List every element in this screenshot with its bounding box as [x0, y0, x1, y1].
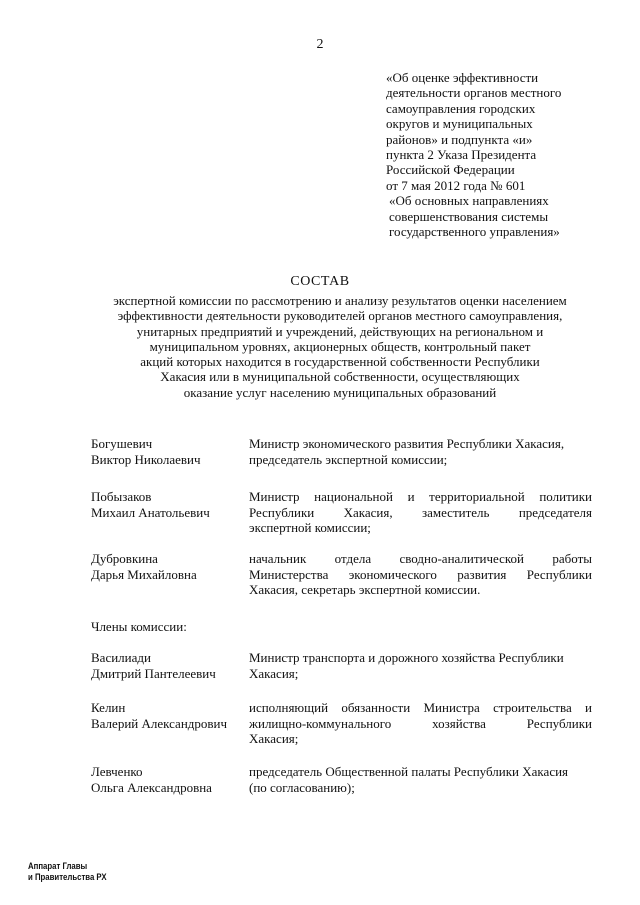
- basis-line: государственного управления»: [389, 224, 560, 240]
- stamp-line: и Правительства РХ: [28, 872, 107, 883]
- member-surname: Левченко: [91, 764, 143, 779]
- member-given-name: Виктор Николаевич: [91, 451, 201, 467]
- role-line: Министерства экономического развития Республики: [249, 566, 592, 582]
- role-line: экспертной комиссии;: [249, 520, 371, 536]
- subheading-line: унитарных предприятий и учреждений, действующих на региональном и: [136, 323, 544, 339]
- member-surname: Побызаков: [91, 489, 152, 504]
- page-number: 2: [316, 37, 324, 52]
- member-name: [91, 650, 251, 681]
- basis-line: районов» и подпункта «и»: [386, 131, 533, 147]
- member-surname: Дубровкина: [91, 551, 158, 566]
- subheading-line: оказание услуг населению муниципальных образований: [183, 384, 497, 400]
- member-surname: Келин: [91, 700, 126, 715]
- member-name: [91, 489, 251, 520]
- subheading-line: акций которых находится в государственной собственности Республики: [140, 354, 540, 370]
- member-given-name: Валерий Александрович: [91, 715, 228, 731]
- member-surname: Богушевич: [91, 436, 153, 451]
- member-surname: Василиади: [91, 650, 151, 665]
- member-name: [91, 551, 251, 582]
- member-name: [91, 436, 251, 467]
- role-line: Министр транспорта и дорожного хозяйства Республики: [249, 650, 564, 665]
- role-line: начальник отдела сводно-аналитической работы: [249, 551, 592, 566]
- basis-line: Российской Федерации: [386, 162, 515, 178]
- member-role: [249, 436, 592, 467]
- stamp-line: Аппарат Главы: [28, 861, 88, 872]
- basis-line: самоуправления городских: [386, 100, 536, 116]
- basis-line: «Об основных направлениях: [389, 193, 549, 209]
- role-line: (по согласованию);: [249, 779, 355, 795]
- role-line: Министр национальной и территориальной политики: [249, 489, 592, 504]
- member-role: [249, 551, 592, 598]
- member-given-name: Дмитрий Пантелеевич: [91, 665, 216, 681]
- member-role: [249, 764, 592, 795]
- role-line: исполняющий обязанности Министра строительства и: [249, 700, 592, 715]
- role-line: председатель Общественной палаты Республики Хакасия: [249, 764, 569, 779]
- role-line: председатель экспертной комиссии;: [249, 451, 448, 467]
- legal-basis-block: [386, 70, 636, 239]
- role-line: Министр экономического развития Республики Хакасия,: [249, 436, 565, 451]
- role-line: жилищно-коммунального хозяйства Республики: [249, 715, 592, 731]
- subheading-line: экспертной комиссии по рассмотрению и анализу результатов оценки населением: [113, 293, 567, 308]
- document-heading: СОСТАВ: [290, 274, 350, 289]
- subheading-line: эффективности деятельности руководителей органов местного самоуправления,: [117, 308, 563, 324]
- member-role: [249, 489, 592, 536]
- basis-line: деятельности органов местного: [386, 85, 562, 101]
- member-role: [249, 700, 592, 747]
- member-name: [91, 764, 251, 795]
- members-label: Члены комиссии:: [91, 619, 187, 634]
- member-role: [249, 650, 592, 681]
- role-line: Хакасия;: [249, 665, 299, 681]
- role-line: Республики Хакасия, заместитель председателя: [249, 504, 592, 520]
- office-stamp: [28, 861, 107, 883]
- basis-line: округов и муниципальных: [386, 116, 533, 132]
- basis-line: совершенствования системы: [389, 208, 549, 224]
- basis-line: пункта 2 Указа Президента: [386, 147, 537, 163]
- member-name: [91, 700, 251, 731]
- subheading-line: муниципальном уровнях, акционерных обществ, контрольный пакет: [149, 338, 531, 354]
- basis-line: от 7 мая 2012 года № 601: [386, 177, 526, 193]
- role-line: Хакасия, секретарь экспертной комиссии.: [249, 582, 481, 598]
- basis-line: «Об оценке эффективности: [386, 70, 539, 85]
- document-subheading: [80, 293, 600, 400]
- member-given-name: Дарья Михайловна: [91, 566, 197, 582]
- member-given-name: Михаил Анатольевич: [91, 504, 210, 520]
- role-line: Хакасия;: [249, 731, 299, 747]
- subheading-line: Хакасия или в муниципальной собственности, осуществляющих: [160, 369, 520, 385]
- member-given-name: Ольга Александровна: [91, 779, 212, 795]
